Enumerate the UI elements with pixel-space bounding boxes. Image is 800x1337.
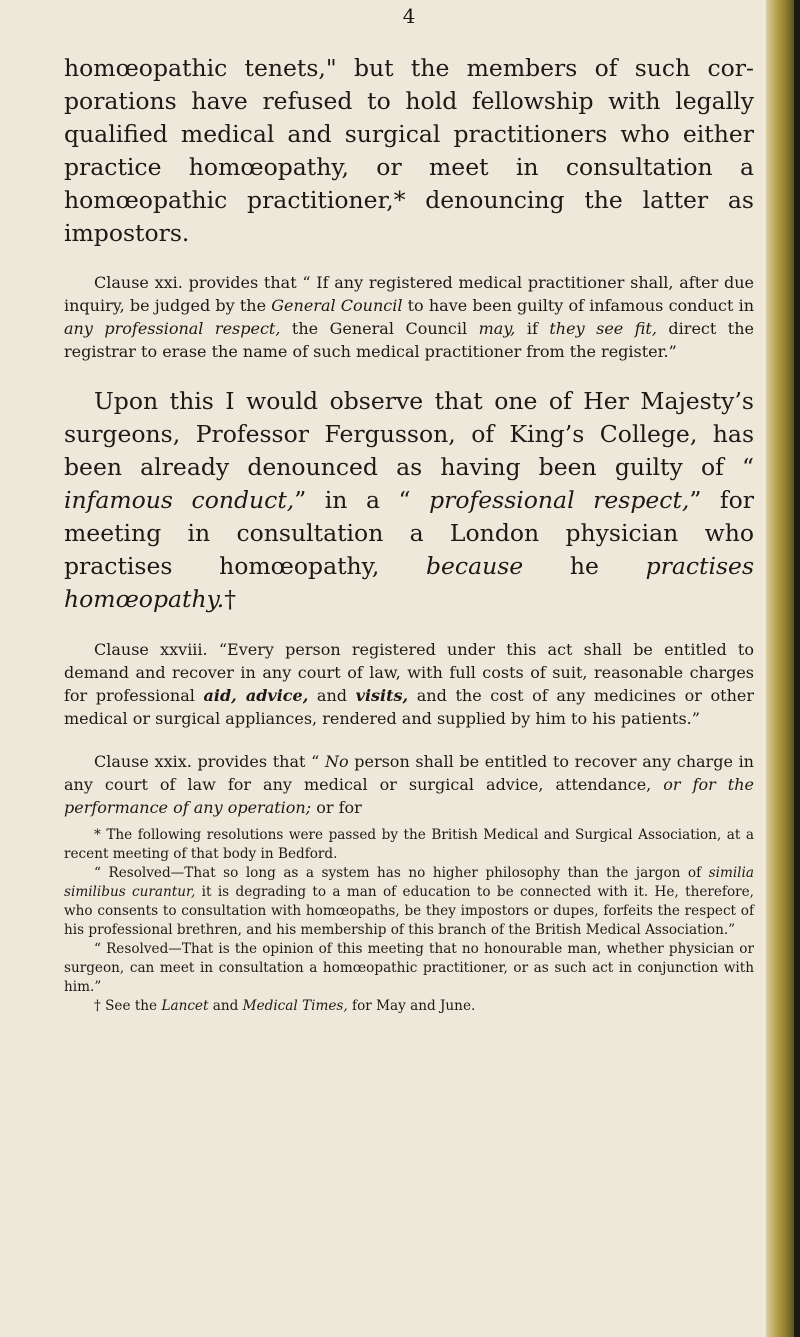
clause-xxviii-text-d: visits, — [355, 686, 409, 705]
clause-xxviii-text-b: aid, advice, — [203, 686, 309, 705]
footnote-dagger-e: for May and June. — [347, 998, 476, 1014]
footnotes — [64, 826, 754, 1016]
clause-xxi — [64, 271, 754, 363]
clause-xxviii-text-a: Clause xxviii. “Every person registered under this act shall be entitled to demand and recover in any court of law, with full costs of suit, reasonable charges for professional — [64, 640, 754, 705]
clause-xxi-text-f: may, — [478, 319, 516, 338]
clause-xxviii-text-e: and the cost of any medicines or other medical or surgical appliances, rendered and supplied by him to his patients.” — [64, 686, 754, 728]
footnote-dagger-ref: † — [224, 585, 236, 613]
clause-xxi-text-b: General Council — [271, 296, 403, 315]
clause-xxi-text-d: any professional respect, — [64, 319, 281, 338]
footnote-resolution-1-a: “ Resolved—That so long as a system has no higher philosophy than the jargon of — [94, 865, 709, 881]
para2-text-f: because — [425, 552, 524, 580]
clause-xxix — [64, 750, 754, 819]
clause-xxi-text-i: direct the registrar to erase the name of such medical practitioner from the register.” — [64, 319, 754, 361]
clause-xxviii — [64, 638, 754, 730]
footnote-dagger-c: and — [208, 998, 243, 1014]
footnote-resolution-1 — [64, 864, 754, 940]
footnote-resolution-2: “ Resolved—That is the opinion of this meeting that no honourable man, whether physician or surgeon, can meet in consultation a homœopathic practitioner, or as such act in conjunction with him.” — [64, 941, 754, 995]
clause-xxix-text-e: or for — [311, 798, 362, 817]
book-page — [64, 0, 754, 1337]
para2-text-h: practises homœopathy. — [64, 552, 754, 613]
para2-text-c: ” in a “ — [294, 486, 430, 514]
footnote-dagger — [64, 997, 754, 1016]
clause-xxix-text-c: person shall be entitled to recover any charge in any court of law for any medical or surgical advice, attendance, — [64, 752, 754, 794]
para2-text-d: professional respect, — [429, 486, 690, 514]
page-edge-shadow — [794, 0, 800, 1337]
clause-xxix-text-d: or for the performance of any operation; — [64, 775, 755, 817]
footnote-star: * The following resolutions were passed by the British Medical and Surgical Association, at a recent meeting of that body in Bedford. — [64, 827, 754, 862]
clause-xxi-text-c: to have been guilty of infamous conduct in — [402, 296, 755, 315]
paragraph-fergusson — [64, 385, 754, 616]
clause-xxi-text-e: the General Council — [280, 319, 479, 338]
clause-xxi-text-a: Clause xxi. provides that “ If any registered medical practitioner shall, after due inquiry, be judged by the — [64, 273, 754, 315]
footnote-dagger-d: Medical Times, — [242, 998, 348, 1014]
para2-text-g: he — [523, 552, 646, 580]
clause-xxi-text-h: they see fit, — [549, 319, 657, 338]
paragraph-homoeopathic-tenets: homœopathic tenets," but the members of such corporations have refused to hold fellowship with legally qualified medical and surgical practitioners who either practice homœopathy, or meet in consultation a homœopathic practitioner,* denouncing the latter as impostors. — [64, 54, 754, 247]
page-number: 4 — [402, 4, 416, 28]
footnote-resolution-1-b: similia similibus curantur, — [64, 865, 754, 900]
clause-xxix-text-b: No — [324, 752, 349, 771]
para2-text-a: Upon this I would observe that one of Her Majesty’s surgeons, Professor Fergusson, of King’s College, has been already denounced as having been guilty of “ — [64, 387, 754, 481]
footnote-dagger-b: Lancet — [161, 998, 209, 1014]
footnote-dagger-a: † See the — [94, 998, 162, 1014]
footnote-resolution-1-c: it is degrading to a man of education to be connected with it. He, therefore, who consents to consultation with homœopaths, be they impostors or dupes, forfeits the respect of his professional brethren, and his membership of this branch of the British Medical Association.” — [64, 884, 754, 938]
para2-text-b: infamous conduct, — [64, 486, 295, 514]
clause-xxviii-text-c: and — [308, 686, 356, 705]
clause-xxi-text-g: if — [515, 319, 550, 338]
clause-xxix-text-a: Clause xxix. provides that “ — [94, 752, 325, 771]
para2-text-e: ” for meeting in consultation a London physician who practises homœopathy, — [64, 486, 754, 580]
